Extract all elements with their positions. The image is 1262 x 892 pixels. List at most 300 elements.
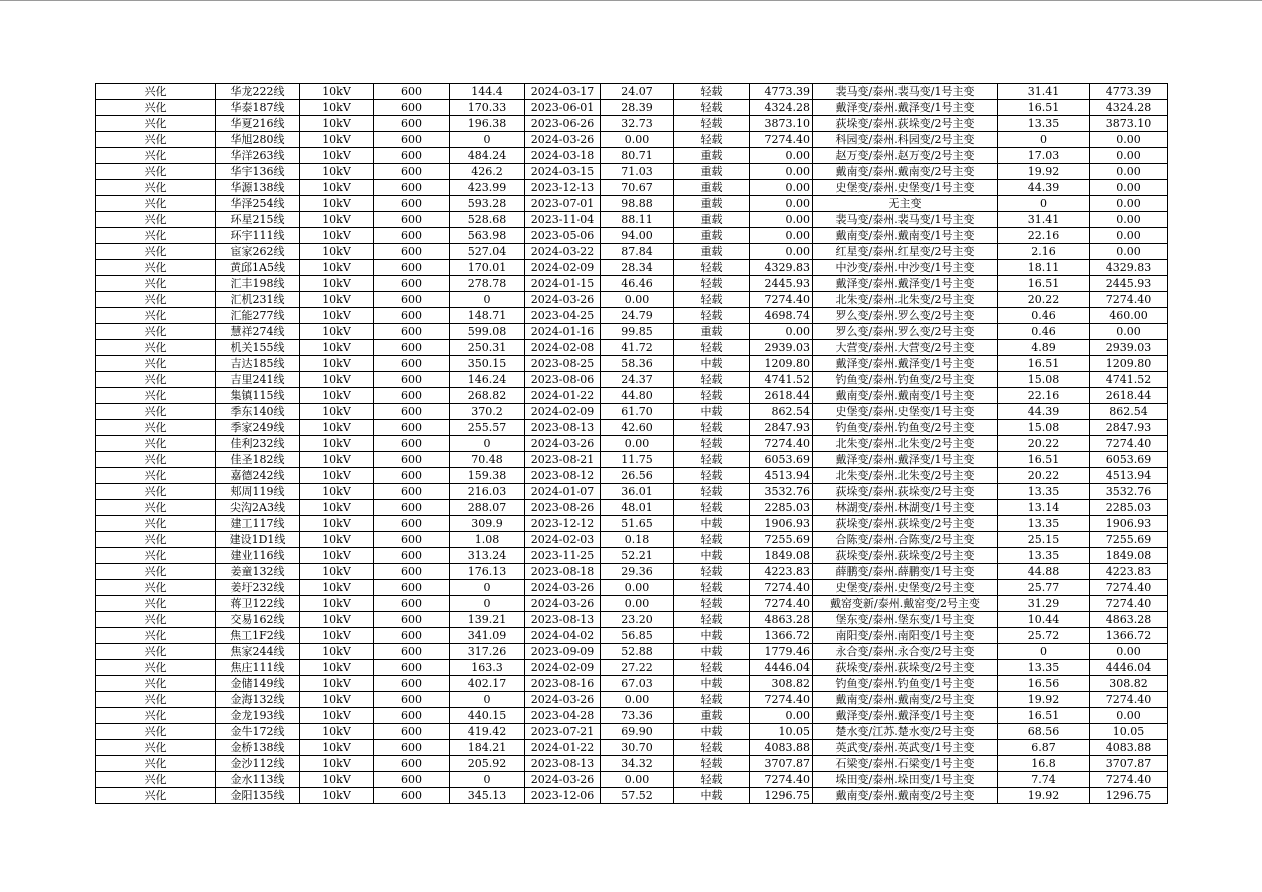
final-capacity-cell: 0.00 xyxy=(1090,164,1168,180)
transformer-load-cell: 19.92 xyxy=(998,164,1090,180)
capacity-cell: 600 xyxy=(374,708,450,724)
final-capacity-cell: 2445.93 xyxy=(1090,276,1168,292)
line-name-cell: 金储149线 xyxy=(216,676,300,692)
date-cell: 2024-03-26 xyxy=(525,580,601,596)
load-value-cell: 205.92 xyxy=(450,756,525,772)
capacity-cell: 600 xyxy=(374,612,450,628)
line-name-cell: 环宇111线 xyxy=(216,228,300,244)
area-cell: 兴化 xyxy=(96,212,216,228)
load-status-cell: 轻载 xyxy=(674,340,750,356)
final-capacity-cell: 3707.87 xyxy=(1090,756,1168,772)
load-value-cell: 278.78 xyxy=(450,276,525,292)
voltage-cell: 10kV xyxy=(300,580,374,596)
voltage-cell: 10kV xyxy=(300,180,374,196)
line-name-cell: 季家249线 xyxy=(216,420,300,436)
line-name-cell: 慧祥274线 xyxy=(216,324,300,340)
voltage-cell: 10kV xyxy=(300,292,374,308)
transformer-load-cell: 0 xyxy=(998,644,1090,660)
table-row xyxy=(96,164,1168,180)
line-name-cell: 金海132线 xyxy=(216,692,300,708)
table-row xyxy=(96,724,1168,740)
capacity-cell: 600 xyxy=(374,452,450,468)
transformer-load-cell: 22.16 xyxy=(998,228,1090,244)
final-capacity-cell: 0.00 xyxy=(1090,244,1168,260)
table-row xyxy=(96,484,1168,500)
capacity-cell: 600 xyxy=(374,484,450,500)
load-rate-cell: 24.37 xyxy=(601,372,674,388)
available-capacity-cell: 0.00 xyxy=(750,180,813,196)
load-status-cell: 轻载 xyxy=(674,660,750,676)
transformer-cell: 红星变/泰州.红星变/2号主变 xyxy=(813,244,998,260)
area-cell: 兴化 xyxy=(96,548,216,564)
date-cell: 2024-02-09 xyxy=(525,260,601,276)
date-cell: 2024-03-26 xyxy=(525,292,601,308)
area-cell: 兴化 xyxy=(96,116,216,132)
voltage-cell: 10kV xyxy=(300,324,374,340)
load-status-cell: 重载 xyxy=(674,196,750,212)
line-name-cell: 建设1D1线 xyxy=(216,532,300,548)
load-value-cell: 163.3 xyxy=(450,660,525,676)
load-status-cell: 中载 xyxy=(674,404,750,420)
area-cell: 兴化 xyxy=(96,564,216,580)
date-cell: 2023-08-13 xyxy=(525,612,601,628)
table-row xyxy=(96,132,1168,148)
date-cell: 2023-08-06 xyxy=(525,372,601,388)
table-row xyxy=(96,308,1168,324)
capacity-cell: 600 xyxy=(374,132,450,148)
voltage-cell: 10kV xyxy=(300,148,374,164)
transformer-load-cell: 25.72 xyxy=(998,628,1090,644)
available-capacity-cell: 1849.08 xyxy=(750,548,813,564)
final-capacity-cell: 0.00 xyxy=(1090,212,1168,228)
date-cell: 2024-03-26 xyxy=(525,596,601,612)
capacity-cell: 600 xyxy=(374,788,450,804)
transformer-cell: 荻垛变/泰州.荻垛变/2号主变 xyxy=(813,484,998,500)
available-capacity-cell: 7274.40 xyxy=(750,772,813,788)
voltage-cell: 10kV xyxy=(300,212,374,228)
load-status-cell: 轻载 xyxy=(674,500,750,516)
final-capacity-cell: 4741.52 xyxy=(1090,372,1168,388)
voltage-cell: 10kV xyxy=(300,708,374,724)
voltage-cell: 10kV xyxy=(300,100,374,116)
voltage-cell: 10kV xyxy=(300,724,374,740)
load-rate-cell: 52.21 xyxy=(601,548,674,564)
capacity-cell: 600 xyxy=(374,660,450,676)
load-rate-cell: 41.72 xyxy=(601,340,674,356)
date-cell: 2024-01-22 xyxy=(525,388,601,404)
date-cell: 2024-03-26 xyxy=(525,772,601,788)
transformer-load-cell: 16.8 xyxy=(998,756,1090,772)
area-cell: 兴化 xyxy=(96,276,216,292)
area-cell: 兴化 xyxy=(96,228,216,244)
table-row xyxy=(96,324,1168,340)
date-cell: 2023-12-12 xyxy=(525,516,601,532)
capacity-cell: 600 xyxy=(374,564,450,580)
table-row xyxy=(96,436,1168,452)
final-capacity-cell: 0.00 xyxy=(1090,180,1168,196)
transformer-cell: 北朱变/泰州.北朱变/2号主变 xyxy=(813,292,998,308)
line-name-cell: 华泰187线 xyxy=(216,100,300,116)
voltage-cell: 10kV xyxy=(300,276,374,292)
final-capacity-cell: 460.00 xyxy=(1090,308,1168,324)
load-value-cell: 146.24 xyxy=(450,372,525,388)
line-name-cell: 建业116线 xyxy=(216,548,300,564)
area-cell: 兴化 xyxy=(96,708,216,724)
load-rate-cell: 48.01 xyxy=(601,500,674,516)
area-cell: 兴化 xyxy=(96,724,216,740)
transformer-load-cell: 20.22 xyxy=(998,468,1090,484)
transformer-cell: 荻垛变/泰州.荻垛变/2号主变 xyxy=(813,660,998,676)
capacity-cell: 600 xyxy=(374,292,450,308)
load-status-cell: 轻载 xyxy=(674,116,750,132)
final-capacity-cell: 2939.03 xyxy=(1090,340,1168,356)
transformer-cell: 戴南变/泰州.戴南变/2号主变 xyxy=(813,788,998,804)
voltage-cell: 10kV xyxy=(300,164,374,180)
transformer-load-cell: 16.51 xyxy=(998,356,1090,372)
table-row xyxy=(96,628,1168,644)
load-rate-cell: 94.00 xyxy=(601,228,674,244)
transformer-cell: 戴泽变/泰州.戴泽变/1号主变 xyxy=(813,708,998,724)
area-cell: 兴化 xyxy=(96,260,216,276)
voltage-cell: 10kV xyxy=(300,228,374,244)
final-capacity-cell: 4863.28 xyxy=(1090,612,1168,628)
area-cell: 兴化 xyxy=(96,404,216,420)
final-capacity-cell: 0.00 xyxy=(1090,228,1168,244)
load-rate-cell: 27.22 xyxy=(601,660,674,676)
transformer-load-cell: 10.44 xyxy=(998,612,1090,628)
transformer-load-cell: 19.92 xyxy=(998,788,1090,804)
transformer-load-cell: 0.46 xyxy=(998,324,1090,340)
load-value-cell: 255.57 xyxy=(450,420,525,436)
table-row xyxy=(96,548,1168,564)
area-cell: 兴化 xyxy=(96,644,216,660)
final-capacity-cell: 4324.28 xyxy=(1090,100,1168,116)
load-rate-cell: 44.80 xyxy=(601,388,674,404)
line-name-cell: 华旭280线 xyxy=(216,132,300,148)
table-row xyxy=(96,404,1168,420)
date-cell: 2024-02-03 xyxy=(525,532,601,548)
load-rate-cell: 26.56 xyxy=(601,468,674,484)
available-capacity-cell: 7274.40 xyxy=(750,596,813,612)
voltage-cell: 10kV xyxy=(300,484,374,500)
final-capacity-cell: 0.00 xyxy=(1090,132,1168,148)
available-capacity-cell: 3707.87 xyxy=(750,756,813,772)
available-capacity-cell: 1209.80 xyxy=(750,356,813,372)
load-value-cell: 250.31 xyxy=(450,340,525,356)
load-status-cell: 轻载 xyxy=(674,580,750,596)
load-status-cell: 轻载 xyxy=(674,564,750,580)
voltage-cell: 10kV xyxy=(300,340,374,356)
date-cell: 2023-11-25 xyxy=(525,548,601,564)
voltage-cell: 10kV xyxy=(300,676,374,692)
load-value-cell: 1.08 xyxy=(450,532,525,548)
line-name-cell: 汇能277线 xyxy=(216,308,300,324)
transformer-cell: 薛鹏变/泰州.薛鹏变/1号主变 xyxy=(813,564,998,580)
transformer-cell: 林湖变/泰州.林湖变/1号主变 xyxy=(813,500,998,516)
final-capacity-cell: 4773.39 xyxy=(1090,84,1168,100)
load-rate-cell: 28.34 xyxy=(601,260,674,276)
date-cell: 2023-11-04 xyxy=(525,212,601,228)
load-value-cell: 426.2 xyxy=(450,164,525,180)
voltage-cell: 10kV xyxy=(300,644,374,660)
available-capacity-cell: 1366.72 xyxy=(750,628,813,644)
area-cell: 兴化 xyxy=(96,388,216,404)
load-value-cell: 176.13 xyxy=(450,564,525,580)
load-value-cell: 288.07 xyxy=(450,500,525,516)
available-capacity-cell: 7274.40 xyxy=(750,292,813,308)
voltage-cell: 10kV xyxy=(300,628,374,644)
capacity-cell: 600 xyxy=(374,436,450,452)
date-cell: 2023-12-13 xyxy=(525,180,601,196)
voltage-cell: 10kV xyxy=(300,420,374,436)
load-value-cell: 184.21 xyxy=(450,740,525,756)
transformer-cell: 无主变 xyxy=(813,196,998,212)
line-name-cell: 建工117线 xyxy=(216,516,300,532)
capacity-cell: 600 xyxy=(374,196,450,212)
capacity-cell: 600 xyxy=(374,676,450,692)
table-row xyxy=(96,212,1168,228)
table-row xyxy=(96,356,1168,372)
line-name-cell: 华源138线 xyxy=(216,180,300,196)
line-name-cell: 焦工1F2线 xyxy=(216,628,300,644)
capacity-cell: 600 xyxy=(374,500,450,516)
load-value-cell: 527.04 xyxy=(450,244,525,260)
load-rate-cell: 56.85 xyxy=(601,628,674,644)
table-row xyxy=(96,260,1168,276)
final-capacity-cell: 6053.69 xyxy=(1090,452,1168,468)
load-status-cell: 轻载 xyxy=(674,756,750,772)
transformer-cell: 戴泽变/泰州.戴泽变/1号主变 xyxy=(813,276,998,292)
line-name-cell: 佳圣182线 xyxy=(216,452,300,468)
final-capacity-cell: 4513.94 xyxy=(1090,468,1168,484)
date-cell: 2023-08-13 xyxy=(525,420,601,436)
voltage-cell: 10kV xyxy=(300,660,374,676)
area-cell: 兴化 xyxy=(96,356,216,372)
capacity-cell: 600 xyxy=(374,84,450,100)
load-status-cell: 中载 xyxy=(674,788,750,804)
load-status-cell: 轻载 xyxy=(674,260,750,276)
transformer-cell: 钓鱼变/泰州.钓鱼变/2号主变 xyxy=(813,420,998,436)
line-name-cell: 黄邱1A5线 xyxy=(216,260,300,276)
available-capacity-cell: 10.05 xyxy=(750,724,813,740)
load-status-cell: 轻载 xyxy=(674,292,750,308)
date-cell: 2023-07-01 xyxy=(525,196,601,212)
transformer-load-cell: 16.51 xyxy=(998,708,1090,724)
capacity-cell: 600 xyxy=(374,548,450,564)
available-capacity-cell: 4083.88 xyxy=(750,740,813,756)
final-capacity-cell: 4329.83 xyxy=(1090,260,1168,276)
load-rate-cell: 0.00 xyxy=(601,692,674,708)
table-row xyxy=(96,100,1168,116)
line-name-cell: 佳利232线 xyxy=(216,436,300,452)
final-capacity-cell: 7274.40 xyxy=(1090,292,1168,308)
area-cell: 兴化 xyxy=(96,420,216,436)
transformer-load-cell: 13.35 xyxy=(998,548,1090,564)
transformer-cell: 裴马变/泰州.裴马变/1号主变 xyxy=(813,84,998,100)
final-capacity-cell: 10.05 xyxy=(1090,724,1168,740)
capacity-cell: 600 xyxy=(374,532,450,548)
transformer-cell: 钓鱼变/泰州.钓鱼变/2号主变 xyxy=(813,372,998,388)
area-cell: 兴化 xyxy=(96,436,216,452)
transformer-load-cell: 16.56 xyxy=(998,676,1090,692)
transformer-load-cell: 20.22 xyxy=(998,436,1090,452)
load-rate-cell: 32.73 xyxy=(601,116,674,132)
area-cell: 兴化 xyxy=(96,532,216,548)
capacity-cell: 600 xyxy=(374,116,450,132)
line-name-cell: 姜圩232线 xyxy=(216,580,300,596)
load-value-cell: 0 xyxy=(450,132,525,148)
load-value-cell: 0 xyxy=(450,580,525,596)
load-status-cell: 轻载 xyxy=(674,692,750,708)
final-capacity-cell: 7274.40 xyxy=(1090,772,1168,788)
date-cell: 2023-04-28 xyxy=(525,708,601,724)
transformer-load-cell: 25.15 xyxy=(998,532,1090,548)
load-rate-cell: 46.46 xyxy=(601,276,674,292)
capacity-cell: 600 xyxy=(374,740,450,756)
line-name-cell: 金阳135线 xyxy=(216,788,300,804)
table-row xyxy=(96,340,1168,356)
voltage-cell: 10kV xyxy=(300,372,374,388)
load-status-cell: 轻载 xyxy=(674,612,750,628)
load-value-cell: 0 xyxy=(450,692,525,708)
line-name-cell: 金桥138线 xyxy=(216,740,300,756)
capacity-cell: 600 xyxy=(374,260,450,276)
final-capacity-cell: 7255.69 xyxy=(1090,532,1168,548)
area-cell: 兴化 xyxy=(96,788,216,804)
voltage-cell: 10kV xyxy=(300,596,374,612)
available-capacity-cell: 1779.46 xyxy=(750,644,813,660)
line-name-cell: 汇机231线 xyxy=(216,292,300,308)
available-capacity-cell: 4324.28 xyxy=(750,100,813,116)
load-value-cell: 350.15 xyxy=(450,356,525,372)
date-cell: 2024-03-26 xyxy=(525,132,601,148)
available-capacity-cell: 4223.83 xyxy=(750,564,813,580)
table-row xyxy=(96,196,1168,212)
load-rate-cell: 24.07 xyxy=(601,84,674,100)
load-status-cell: 中载 xyxy=(674,676,750,692)
load-status-cell: 轻载 xyxy=(674,132,750,148)
capacity-cell: 600 xyxy=(374,404,450,420)
table-row xyxy=(96,532,1168,548)
date-cell: 2023-04-25 xyxy=(525,308,601,324)
load-value-cell: 317.26 xyxy=(450,644,525,660)
final-capacity-cell: 1366.72 xyxy=(1090,628,1168,644)
load-value-cell: 159.38 xyxy=(450,468,525,484)
area-cell: 兴化 xyxy=(96,468,216,484)
load-rate-cell: 30.70 xyxy=(601,740,674,756)
transformer-cell: 史堡变/泰州.史堡变/2号主变 xyxy=(813,580,998,596)
date-cell: 2023-08-26 xyxy=(525,500,601,516)
voltage-cell: 10kV xyxy=(300,452,374,468)
final-capacity-cell: 2618.44 xyxy=(1090,388,1168,404)
transformer-load-cell: 17.03 xyxy=(998,148,1090,164)
load-status-cell: 轻载 xyxy=(674,468,750,484)
transformer-load-cell: 16.51 xyxy=(998,276,1090,292)
transformer-cell: 戴南变/泰州.戴南变/2号主变 xyxy=(813,164,998,180)
area-cell: 兴化 xyxy=(96,180,216,196)
transformer-cell: 戴南变/泰州.戴南变/1号主变 xyxy=(813,228,998,244)
area-cell: 兴化 xyxy=(96,324,216,340)
capacity-cell: 600 xyxy=(374,644,450,660)
available-capacity-cell: 4513.94 xyxy=(750,468,813,484)
load-rate-cell: 24.79 xyxy=(601,308,674,324)
transformer-load-cell: 44.88 xyxy=(998,564,1090,580)
area-cell: 兴化 xyxy=(96,452,216,468)
load-value-cell: 370.2 xyxy=(450,404,525,420)
transformer-cell: 北朱变/泰州.北朱变/2号主变 xyxy=(813,468,998,484)
load-rate-cell: 36.01 xyxy=(601,484,674,500)
area-cell: 兴化 xyxy=(96,292,216,308)
load-rate-cell: 71.03 xyxy=(601,164,674,180)
area-cell: 兴化 xyxy=(96,372,216,388)
voltage-cell: 10kV xyxy=(300,548,374,564)
capacity-cell: 600 xyxy=(374,164,450,180)
available-capacity-cell: 3532.76 xyxy=(750,484,813,500)
load-rate-cell: 52.88 xyxy=(601,644,674,660)
load-rate-cell: 98.88 xyxy=(601,196,674,212)
line-name-cell: 金龙193线 xyxy=(216,708,300,724)
final-capacity-cell: 7274.40 xyxy=(1090,692,1168,708)
voltage-cell: 10kV xyxy=(300,132,374,148)
final-capacity-cell: 2285.03 xyxy=(1090,500,1168,516)
available-capacity-cell: 4741.52 xyxy=(750,372,813,388)
table-row xyxy=(96,516,1168,532)
final-capacity-cell: 2847.93 xyxy=(1090,420,1168,436)
available-capacity-cell: 0.00 xyxy=(750,324,813,340)
line-name-cell: 尖沟2A3线 xyxy=(216,500,300,516)
transformer-load-cell: 13.35 xyxy=(998,116,1090,132)
capacity-cell: 600 xyxy=(374,372,450,388)
final-capacity-cell: 7274.40 xyxy=(1090,596,1168,612)
transformer-load-cell: 44.39 xyxy=(998,180,1090,196)
line-name-cell: 金牛172线 xyxy=(216,724,300,740)
area-cell: 兴化 xyxy=(96,676,216,692)
load-value-cell: 528.68 xyxy=(450,212,525,228)
transformer-cell: 科园变/泰州.科园变/2号主变 xyxy=(813,132,998,148)
transformer-cell: 荻垛变/泰州.荻垛变/2号主变 xyxy=(813,548,998,564)
capacity-cell: 600 xyxy=(374,356,450,372)
line-name-cell: 吉达185线 xyxy=(216,356,300,372)
load-value-cell: 484.24 xyxy=(450,148,525,164)
voltage-cell: 10kV xyxy=(300,308,374,324)
voltage-cell: 10kV xyxy=(300,404,374,420)
load-value-cell: 196.38 xyxy=(450,116,525,132)
area-cell: 兴化 xyxy=(96,132,216,148)
line-name-cell: 金沙112线 xyxy=(216,756,300,772)
date-cell: 2024-02-08 xyxy=(525,340,601,356)
table-row xyxy=(96,580,1168,596)
date-cell: 2024-03-17 xyxy=(525,84,601,100)
date-cell: 2023-06-26 xyxy=(525,116,601,132)
final-capacity-cell: 1296.75 xyxy=(1090,788,1168,804)
available-capacity-cell: 0.00 xyxy=(750,196,813,212)
area-cell: 兴化 xyxy=(96,772,216,788)
area-cell: 兴化 xyxy=(96,580,216,596)
line-name-cell: 华宇136线 xyxy=(216,164,300,180)
load-value-cell: 216.03 xyxy=(450,484,525,500)
capacity-cell: 600 xyxy=(374,756,450,772)
transformer-load-cell: 13.35 xyxy=(998,484,1090,500)
final-capacity-cell: 0.00 xyxy=(1090,196,1168,212)
load-rate-cell: 58.36 xyxy=(601,356,674,372)
line-name-cell: 华夏216线 xyxy=(216,116,300,132)
transformer-cell: 罗么变/泰州.罗么变/2号主变 xyxy=(813,308,998,324)
voltage-cell: 10kV xyxy=(300,532,374,548)
load-status-cell: 重载 xyxy=(674,228,750,244)
load-value-cell: 593.28 xyxy=(450,196,525,212)
final-capacity-cell: 0.00 xyxy=(1090,708,1168,724)
table-body xyxy=(96,84,1168,804)
